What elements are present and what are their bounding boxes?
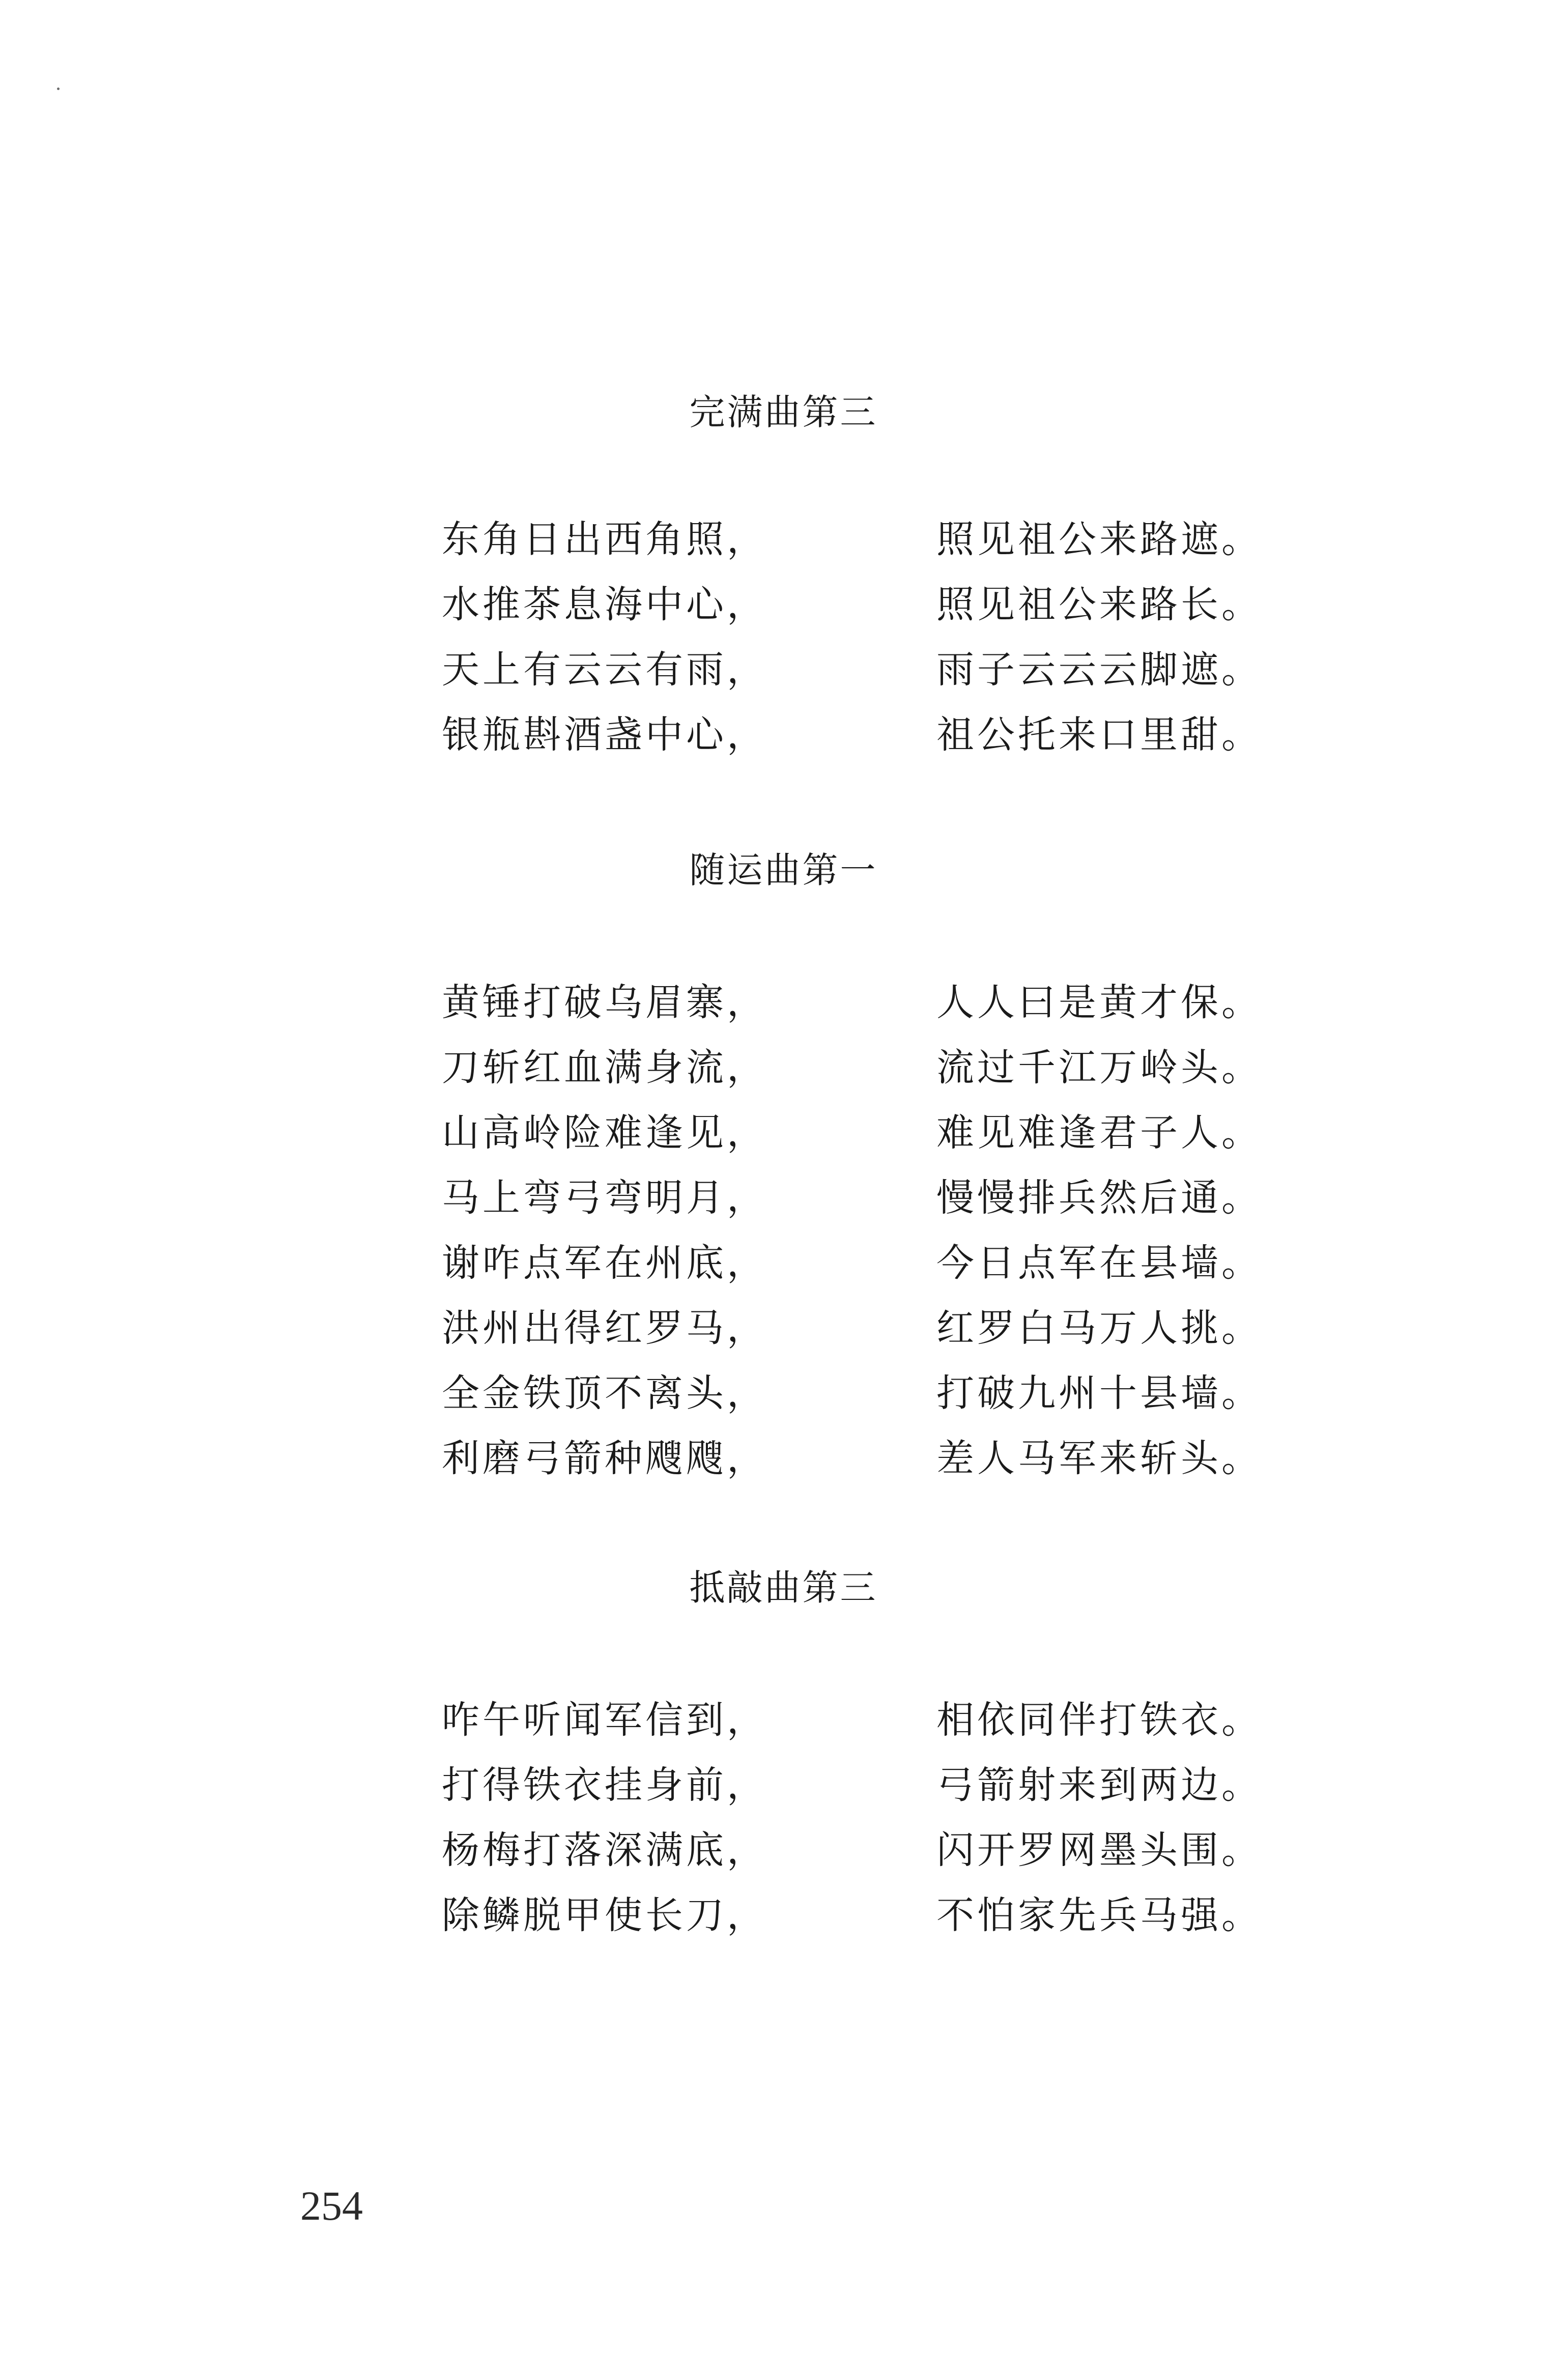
verse-line <box>0 1172 1567 1238</box>
verse-right: 照见祖公来路遮。 <box>936 518 1262 561</box>
verse-right: 不怕家先兵马强。 <box>936 1894 1262 1937</box>
verse-right: 相依同伴打铁衣。 <box>936 1698 1262 1742</box>
verse-left: 东角日出西角照， <box>442 518 767 561</box>
verse-line <box>0 1760 1567 1825</box>
verse-right: 照见祖公来路长。 <box>936 583 1262 626</box>
verse-line <box>0 1368 1567 1433</box>
verse-left: 银瓶斟酒盏中心， <box>442 713 767 757</box>
verse-line <box>0 1042 1567 1107</box>
scan-speck <box>57 88 60 90</box>
verse-line <box>0 1107 1567 1172</box>
verse-right: 流过千江万岭头。 <box>936 1046 1262 1089</box>
verse-left: 马上弯弓弯明月， <box>442 1176 767 1220</box>
verse-right: 弓箭射来到两边。 <box>936 1763 1262 1807</box>
verse-left: 咋午听闻军信到， <box>442 1698 767 1742</box>
verse-right: 人人曰是黄才保。 <box>936 981 1262 1024</box>
verse-left: 打得铁衣挂身前， <box>442 1763 767 1807</box>
section-title-2: 随运曲第一 <box>689 849 878 891</box>
section-title-1: 完满曲第三 <box>689 391 878 433</box>
verse-right: 打破九州十县墙。 <box>936 1371 1262 1415</box>
verse-right: 雨子云云云脚遮。 <box>936 648 1262 692</box>
verse-left: 水推茶息海中心， <box>442 583 767 626</box>
page-number: 254 <box>300 2183 363 2229</box>
verse-line <box>0 579 1567 644</box>
verse-left: 黄锤打破乌眉寨， <box>442 981 767 1024</box>
verse-line <box>0 1303 1567 1368</box>
verse-line <box>0 709 1567 775</box>
verse-line <box>0 1433 1567 1498</box>
verse-line <box>0 1695 1567 1760</box>
stanza-2 <box>0 977 1567 1498</box>
verse-right: 难见难逢君子人。 <box>936 1111 1262 1155</box>
verse-left: 天上有云云有雨， <box>442 648 767 692</box>
verse-line <box>0 644 1567 709</box>
verse-left: 杨梅打落深满底， <box>442 1828 767 1872</box>
verse-left: 利磨弓箭种飕飕， <box>442 1437 767 1480</box>
verse-right: 今日点军在县墙。 <box>936 1241 1262 1285</box>
verse-line <box>0 1825 1567 1890</box>
verse-line <box>0 977 1567 1042</box>
verse-left: 谢咋点军在州底， <box>442 1241 767 1285</box>
verse-left: 全金铁顶不离头， <box>442 1371 767 1415</box>
verse-left: 刀斩红血满身流， <box>442 1046 767 1089</box>
verse-right: 慢慢排兵然后通。 <box>936 1176 1262 1220</box>
verse-line <box>0 514 1567 579</box>
verse-right: 差人马军来斩头。 <box>936 1437 1262 1480</box>
stanza-3 <box>0 1695 1567 1955</box>
section-title-3: 抵敲曲第三 <box>689 1567 878 1609</box>
verse-right: 闪开罗网墨头围。 <box>936 1828 1262 1872</box>
stanza-1 <box>0 514 1567 775</box>
verse-right: 祖公托来口里甜。 <box>936 713 1262 757</box>
verse-right: 红罗白马万人挑。 <box>936 1306 1262 1350</box>
verse-line <box>0 1890 1567 1955</box>
verse-line <box>0 1238 1567 1303</box>
verse-left: 除鳞脱甲使长刀， <box>442 1894 767 1937</box>
verse-left: 山高岭险难逢见， <box>442 1111 767 1155</box>
verse-left: 洪州出得红罗马， <box>442 1306 767 1350</box>
